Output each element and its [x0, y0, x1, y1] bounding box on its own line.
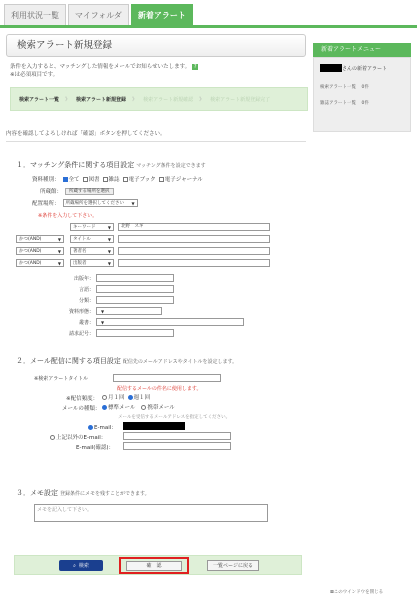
main-content — [6, 34, 306, 522]
section2-title — [16, 356, 306, 366]
condition-value-input[interactable] — [118, 247, 270, 255]
top-tabs — [4, 4, 193, 26]
extra-fields — [46, 274, 306, 346]
freq-monthly-label: 月１回 — [108, 395, 125, 401]
confirm-email-input[interactable] — [123, 442, 231, 450]
classification-label: 分類： — [78, 298, 94, 304]
mail-type-options — [102, 403, 175, 411]
location-select[interactable] — [63, 199, 138, 207]
language-input[interactable] — [96, 285, 174, 293]
type-ejournal-checkbox[interactable] — [159, 177, 164, 182]
close-window-link[interactable] — [330, 589, 383, 595]
mail-address-note: メールを受信するメールアドレスを指定してください。 — [118, 415, 231, 420]
required-note: ※条件を入力して下さい。 — [38, 212, 98, 219]
confirm-email-label: E-mail(確認)： — [76, 445, 115, 451]
tab-usage-status[interactable]: 利用状況一覧 — [4, 4, 66, 26]
email-other-radio[interactable] — [50, 435, 55, 440]
email-primary-radio[interactable] — [88, 425, 93, 430]
sidebar-item-alert-list[interactable] — [320, 84, 404, 90]
type-ebook-checkbox[interactable] — [123, 177, 128, 182]
type-ebook-label: 電子ブック — [128, 177, 156, 183]
intro-text — [10, 63, 306, 79]
tab-new-alerts[interactable]: 新着アラート — [131, 4, 193, 26]
call-number-input[interactable] — [96, 329, 174, 337]
material-type-row — [32, 174, 306, 184]
holder-label: 所蔵館： — [40, 189, 63, 195]
condition-operator-select[interactable]: かつ(AND) ▼ — [16, 247, 64, 255]
pub-year-input[interactable] — [96, 274, 174, 282]
step-new-confirm: 検索アラート新規確認 — [143, 96, 194, 103]
tab-underline — [0, 25, 417, 28]
memo-textarea[interactable] — [34, 504, 268, 522]
footer-action-bar — [14, 555, 302, 575]
other-email-input[interactable] — [123, 432, 231, 440]
sidebar-user-suffix: さんの新着アラート — [342, 65, 388, 72]
condition-field-select[interactable]: 出版者 ▼ — [70, 259, 114, 267]
confirm-button-highlight — [119, 557, 189, 574]
sidebar — [313, 43, 411, 132]
search-button-label: 検索 — [78, 563, 89, 569]
step-separator: 》 — [132, 96, 138, 103]
type-ejournal-label: 電子ジャーナル — [164, 177, 203, 183]
email-label: E-mail： — [94, 425, 117, 431]
section3-heading: ３．メモ設定 — [16, 489, 58, 497]
step-new-register: 検索アラート新規登録 — [76, 96, 127, 103]
condition-operator-select[interactable]: かつ(AND) ▼ — [16, 259, 64, 267]
email-row — [88, 423, 117, 431]
close-icon: ⊠ — [330, 590, 334, 595]
section1-heading: １．マッチング条件に関する項目設定 — [16, 161, 135, 169]
freq-weekly-label: 週１回 — [133, 395, 151, 401]
search-button[interactable] — [59, 560, 103, 571]
user-name-redacted — [320, 64, 342, 72]
section1-desc: マッチング条件を設定できます — [136, 163, 206, 169]
condition-row — [16, 222, 306, 232]
condition-row — [16, 234, 306, 244]
confirm-button[interactable]: 確 認 — [126, 561, 182, 571]
series-select[interactable] — [96, 318, 244, 326]
pub-year-label: 出版年： — [73, 276, 94, 282]
type-all-checkbox[interactable] — [63, 177, 68, 182]
section2-desc: 配信先のメールアドレスやタイトルを設定します。 — [122, 359, 238, 365]
frequency-options — [102, 393, 150, 401]
memo-placeholder: メモを記入して下さい。 — [37, 507, 93, 513]
intro-line2: ※は必須項目です。 — [10, 72, 59, 78]
condition-value-input[interactable]: 北野 スギ — [118, 223, 270, 231]
classification-input[interactable] — [96, 296, 174, 304]
step-separator: 》 — [199, 96, 205, 103]
step-indicator — [10, 87, 308, 111]
condition-operator-select[interactable]: かつ(AND) ▼ — [16, 235, 64, 243]
freq-weekly-radio[interactable] — [128, 395, 133, 400]
location-row — [32, 198, 306, 208]
mail-mobile-label: 携帯メール — [147, 405, 175, 411]
alert-title-label: ※検索アラートタイトル — [34, 376, 89, 382]
type-all-label: 全て — [68, 177, 80, 183]
condition-row — [16, 246, 306, 256]
alert-title-input[interactable] — [113, 374, 221, 382]
sidebar-user — [320, 64, 404, 72]
type-magazine-label: 雑誌 — [108, 177, 120, 183]
material-type-label: 資料種別： — [32, 177, 60, 183]
step-complete: 検索アラート新規登録完了 — [210, 96, 271, 103]
sidebar-item-label: 雑誌アラート一覧 — [320, 101, 356, 106]
sidebar-title: 新着アラートメニュー — [313, 43, 411, 57]
back-to-list-button[interactable]: 一覧ページに戻る — [207, 560, 259, 571]
email-redacted-value[interactable] — [123, 422, 185, 430]
mail-mobile-radio[interactable] — [141, 405, 146, 410]
material-form-label: 資料形態： — [68, 309, 94, 315]
search-icon: ⌕ — [73, 562, 76, 569]
series-label: 叢書： — [78, 320, 94, 326]
section3-desc: 登録条件にメモを残すことができます。 — [60, 491, 150, 497]
mail-standard-label: 標準メール — [108, 405, 136, 411]
confirm-instruction: 内容を確認してよろしければ「確認」ボタンを押してください。 — [6, 129, 306, 142]
condition-value-input[interactable] — [118, 235, 270, 243]
frequency-label: ※配信頻度： — [66, 396, 99, 402]
condition-field-select[interactable]: 著者名 ▼ — [70, 247, 114, 255]
other-email-row — [50, 433, 106, 441]
close-window-label: このウインドウを閉じる — [333, 590, 384, 595]
language-label: 言語： — [78, 287, 94, 293]
intro-line1: 条件を入力すると、マッチングした情報をメールでお知らせいたします。 — [10, 64, 191, 70]
holder-select-button[interactable]: 所蔵する場所を選択 — [65, 188, 114, 195]
section3-title — [16, 488, 306, 498]
call-number-label: 請求記号： — [68, 331, 94, 337]
sidebar-body — [313, 57, 411, 132]
sidebar-item-label: 検索アラート一覧 — [320, 85, 356, 90]
other-email-label: 上記以外のE-mail： — [56, 435, 107, 441]
step-separator: 》 — [65, 96, 71, 103]
type-magazine-checkbox[interactable] — [103, 177, 108, 182]
sidebar-item-count: 0件 — [361, 101, 369, 106]
location-label: 配置場所： — [32, 201, 60, 207]
section1-title — [16, 160, 306, 170]
help-icon[interactable]: ? — [193, 63, 197, 70]
mail-standard-radio[interactable] — [102, 405, 107, 410]
material-form-select[interactable] — [96, 307, 162, 315]
location-select-value: 所蔵場所を選択してください — [65, 201, 125, 206]
section2-heading: ２．メール配信に関する項目設定 — [16, 357, 121, 365]
mail-type-label: メールの種類： — [62, 406, 101, 412]
mail-settings — [6, 374, 306, 454]
sidebar-item-count: 0件 — [361, 85, 369, 90]
holder-row — [40, 186, 306, 196]
condition-field-select[interactable]: タイトル ▼ — [70, 235, 114, 243]
type-book-label: 図書 — [88, 177, 100, 183]
tab-my-folder[interactable]: マイフォルダ — [68, 4, 129, 26]
type-book-checkbox[interactable] — [83, 177, 88, 182]
condition-field-select[interactable]: キーワード ▼ — [70, 223, 114, 231]
step-alert-list: 検索アラート一覧 — [19, 96, 60, 103]
sidebar-item-magazine-alerts[interactable] — [320, 100, 404, 106]
condition-row — [16, 258, 306, 268]
condition-value-input[interactable] — [118, 259, 270, 267]
alert-title-note: 配信するメールの件名に使用します。 — [117, 386, 202, 392]
freq-monthly-radio[interactable] — [102, 395, 107, 400]
page-title: 検索アラート新規登録 — [6, 34, 306, 57]
